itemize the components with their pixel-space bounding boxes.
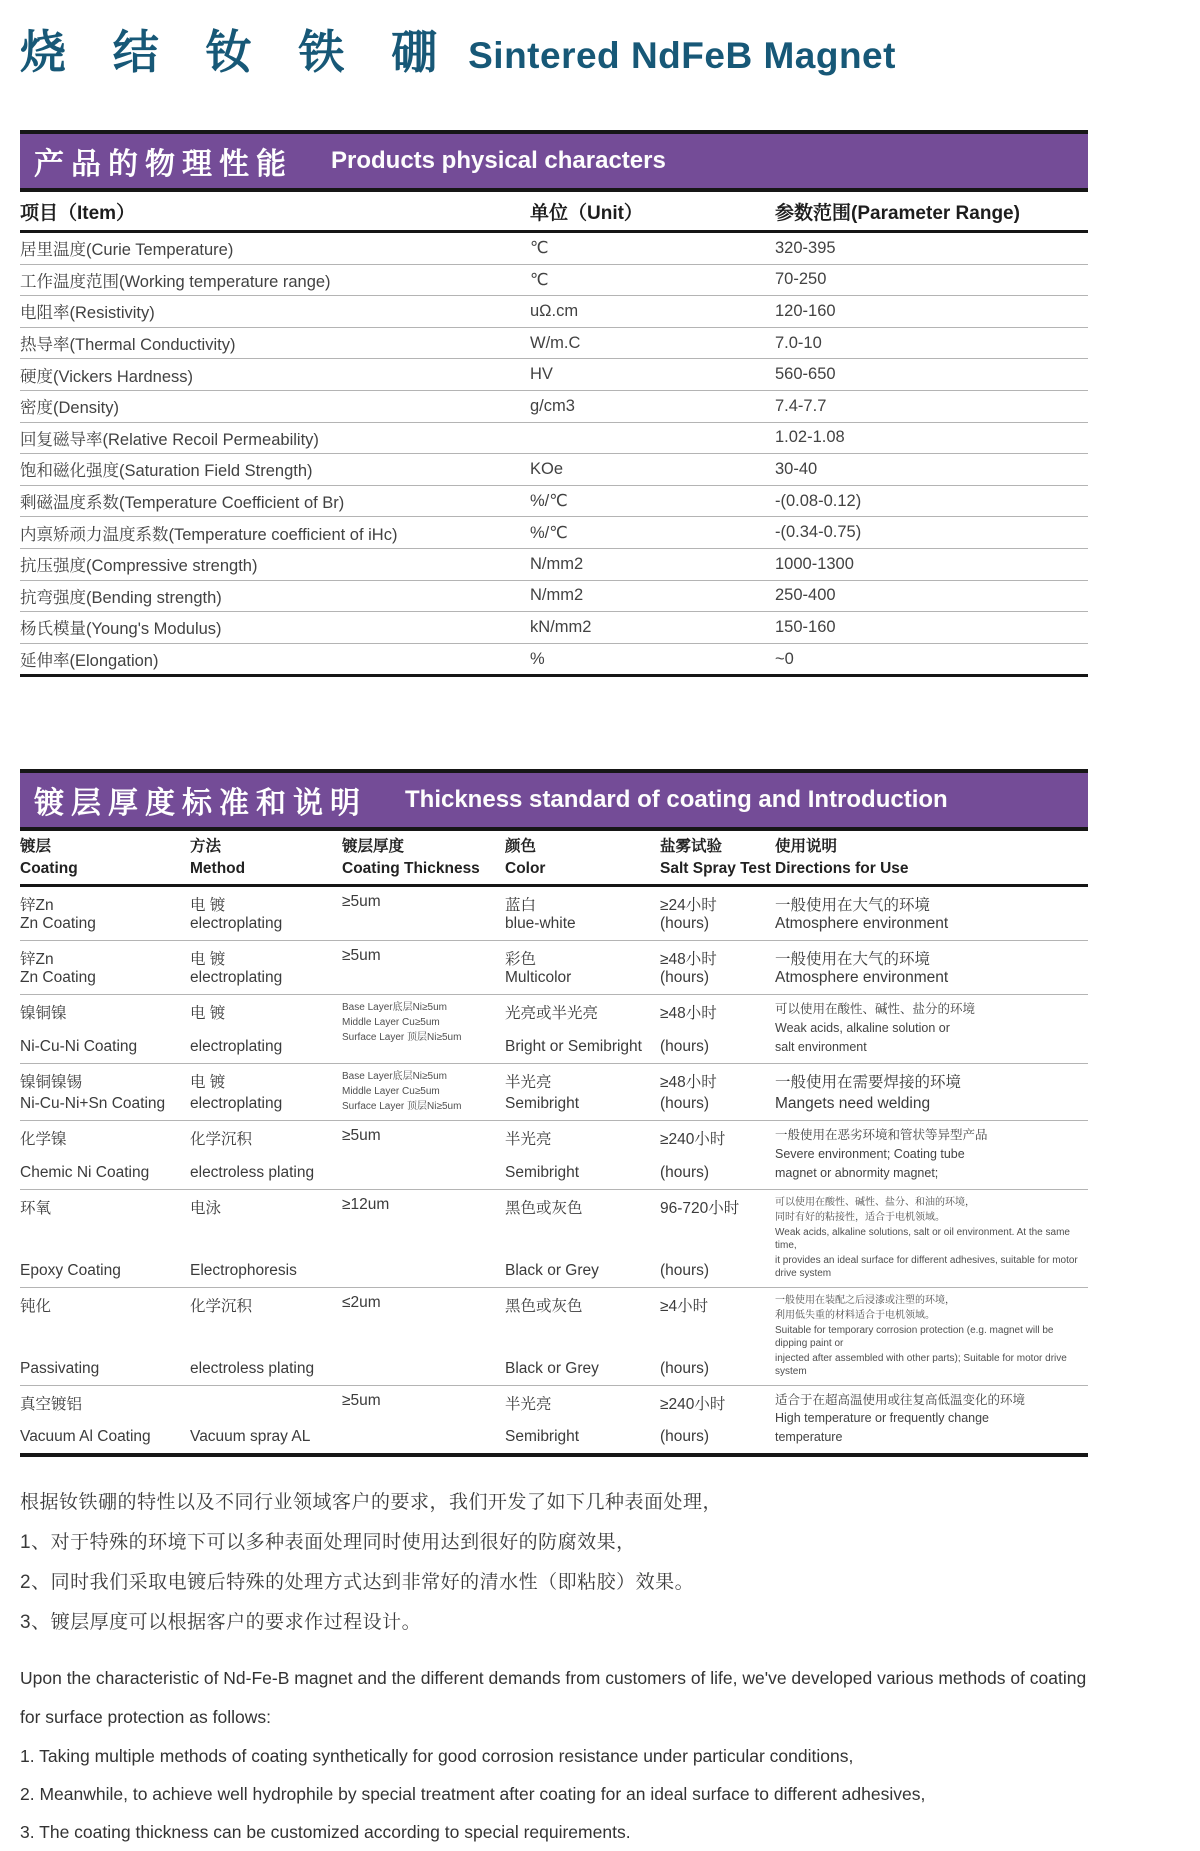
unit-cell: N/mm2 (530, 554, 584, 573)
unit-cell: % (530, 649, 545, 668)
item-cell: 杨氏模量(Young's Modulus) (20, 620, 222, 639)
thickness-layer-line: Middle Layer Cu≥5um (342, 1085, 440, 1097)
document-title (20, 0, 1200, 96)
directions-line: High temperature or frequently change (775, 1411, 990, 1426)
coating-cn: 锌Zn (20, 897, 54, 915)
range-cell: 250-400 (775, 586, 836, 605)
salt-spray-cell (660, 1392, 775, 1447)
coating-en: Chemic Ni Coating (20, 1163, 150, 1181)
table-row (20, 486, 1088, 518)
table-row (20, 887, 1088, 941)
header-method-cn: 方法 (190, 838, 222, 856)
header-color-en: Color (505, 860, 546, 878)
range-cell: 7.0-10 (775, 333, 822, 352)
section2-heading-en: Thickness standard of coating and Introduction (405, 786, 948, 814)
coating-en: Passivating (20, 1359, 100, 1377)
salt-cn: ≥48小时 (660, 1005, 717, 1023)
table-row (20, 517, 1088, 549)
color-en: Multicolor (505, 969, 572, 987)
table2-header-directions (775, 835, 1088, 880)
method-cell (190, 1070, 342, 1113)
thickness-value: ≥5um (342, 1126, 381, 1144)
thickness-layer-line: Surface Layer 顶层Ni≥5um (342, 1100, 462, 1112)
thickness-cell (342, 1392, 505, 1447)
table2-header-row (20, 831, 1088, 887)
notes-chinese (20, 1483, 1110, 1643)
salt-en: (hours) (660, 1359, 710, 1377)
method-en: electroless plating (190, 1163, 315, 1181)
directions-cell (775, 1001, 1088, 1056)
table-row (20, 581, 1088, 613)
item-cell: 工作温度范围(Working temperature range) (20, 272, 331, 291)
document-title-en: Sintered NdFeB Magnet (468, 35, 896, 76)
directions-cell (775, 1127, 1088, 1182)
directions-line: 一般使用在需要焊接的环境 (775, 1073, 962, 1091)
table1-header-row (20, 192, 1088, 233)
color-en: Semibright (505, 1094, 580, 1112)
method-en: electroplating (190, 915, 283, 933)
coating-cell (20, 893, 190, 933)
header-thickness-en: Coating Thickness (342, 860, 480, 878)
method-cn: 电 镀 (190, 897, 226, 915)
color-cn: 半光亮 (505, 1130, 552, 1148)
item-cell: 热导率(Thermal Conductivity) (20, 336, 236, 355)
table-row (20, 612, 1088, 644)
table-row (20, 549, 1088, 581)
table2-header-color (505, 835, 660, 880)
directions-line: Atmosphere environment (775, 969, 949, 987)
thickness-cell (342, 1294, 505, 1378)
salt-spray-cell (660, 1127, 775, 1182)
table-row (20, 359, 1088, 391)
method-en: electroplating (190, 1037, 283, 1055)
directions-line: Weak acids, alkaline solutions, salt or oil environment. At the same time, (775, 1226, 1070, 1251)
method-en: Vacuum spray AL (190, 1428, 311, 1446)
color-en: Black or Grey (505, 1261, 599, 1279)
directions-line: Mangets need welding (775, 1094, 931, 1112)
table-row (20, 233, 1088, 265)
coating-en: Ni-Cu-Ni+Sn Coating (20, 1094, 166, 1112)
color-cell (505, 1070, 660, 1113)
header-coating-cn: 镀层 (20, 838, 52, 856)
header-directions-en: Directions for Use (775, 860, 909, 878)
coating-en: Zn Coating (20, 969, 96, 987)
range-cell: 320-395 (775, 238, 836, 257)
item-cell: 回复磁导率(Relative Recoil Permeability) (20, 430, 319, 449)
table2-header-method (190, 835, 342, 880)
table-row (20, 1386, 1088, 1458)
coating-en: Ni-Cu-Ni Coating (20, 1037, 138, 1055)
unit-cell: N/mm2 (530, 586, 584, 605)
table1-header-item: 项目（Item） (20, 203, 136, 224)
salt-cn: ≥4小时 (660, 1297, 709, 1315)
coating-cn: 化学镍 (20, 1130, 67, 1148)
directions-line: Suitable for temporary corrosion protection (e.g. magnet will be dipping paint or (775, 1324, 1054, 1349)
color-cell (505, 1294, 660, 1378)
color-cell (505, 1196, 660, 1280)
thickness-layer-line: Surface Layer 顶层Ni≥5um (342, 1032, 462, 1044)
range-cell: 7.4-7.7 (775, 396, 827, 415)
table-row (20, 423, 1088, 455)
directions-cell (775, 1070, 1088, 1113)
directions-line: 一般使用在装配之后浸漆或注塑的环境， (775, 1294, 955, 1306)
coating-cn: 真空镀铝 (20, 1395, 83, 1413)
salt-spray-cell (660, 1196, 775, 1280)
thickness-layer-line: Middle Layer Cu≥5um (342, 1017, 440, 1029)
table2-header-thickness (342, 835, 505, 880)
directions-line: 同时有好的粘接性，适合于电机领域。 (775, 1211, 945, 1223)
coating-cn: 环氧 (20, 1199, 52, 1217)
salt-spray-cell (660, 893, 775, 933)
color-en: Bright or Semibright (505, 1037, 642, 1055)
thickness-value: ≥12um (342, 1195, 390, 1213)
thickness-value: ≥5um (342, 947, 381, 965)
coating-cn: 锌Zn (20, 951, 54, 969)
directions-line: 一般使用在大气的环境 (775, 951, 931, 969)
color-cell (505, 1127, 660, 1182)
method-cn: 化学沉积 (190, 1297, 253, 1315)
table-row (20, 644, 1088, 678)
color-cn: 光亮或半光亮 (505, 1005, 599, 1023)
header-salt-en: Salt Spray Test (660, 860, 771, 878)
color-cn: 黑色或灰色 (505, 1199, 583, 1217)
method-en: electroless plating (190, 1359, 315, 1377)
directions-line: 可以使用在酸性、碱性、盐分、和油的环境， (775, 1196, 975, 1208)
directions-cell (775, 1392, 1088, 1447)
header-method-en: Method (190, 860, 246, 878)
coating-en: Zn Coating (20, 915, 96, 933)
directions-line: injected after assembled with other parts); Suitable for motor drive system (775, 1352, 1067, 1377)
range-cell: 1.02-1.08 (775, 428, 845, 447)
color-cell (505, 1001, 660, 1056)
unit-cell: %/℃ (530, 492, 568, 511)
directions-cell (775, 947, 1088, 987)
range-cell: -(0.08-0.12) (775, 491, 862, 510)
thickness-cell (342, 1127, 505, 1182)
unit-cell: ℃ (530, 270, 549, 289)
thickness-layer-line: Base Layer底层Ni≥5um (342, 1002, 447, 1014)
note-line: 1. Taking multiple methods of coating synthetically for good corrosion resistance under particular conditions, (20, 1746, 854, 1767)
note-line: 3、镀层厚度可以根据客户的要求作过程设计。 (20, 1612, 422, 1634)
table-row (20, 1190, 1088, 1288)
coating-en: Vacuum Al Coating (20, 1428, 151, 1446)
section1-heading-en: Products physical characters (331, 147, 666, 174)
coating-cell (20, 1392, 190, 1447)
directions-line: temperature (775, 1430, 843, 1445)
thickness-value: ≥5um (342, 893, 381, 911)
coating-cell (20, 1127, 190, 1182)
method-en: Electrophoresis (190, 1261, 297, 1279)
unit-cell: HV (530, 365, 553, 384)
coating-cn: 镍铜镍锡 (20, 1073, 83, 1091)
method-en: electroplating (190, 969, 283, 987)
thickness-cell (342, 1070, 505, 1113)
salt-spray-cell (660, 1070, 775, 1113)
table-row (20, 265, 1088, 297)
unit-cell: W/m.C (530, 333, 581, 352)
thickness-cell (342, 1001, 505, 1056)
color-cn: 半光亮 (505, 1395, 552, 1413)
method-cn: 电泳 (190, 1199, 222, 1217)
method-cell (190, 1392, 342, 1447)
method-cn: 化学沉积 (190, 1130, 253, 1148)
note-line: 3. The coating thickness can be customized according to special requirements. (20, 1822, 631, 1843)
item-cell: 饱和磁化强度(Saturation Field Strength) (20, 462, 313, 481)
section2-heading-band (20, 769, 1088, 831)
document-title-cn: 烧 结 钕 铁 硼 (20, 26, 455, 78)
salt-cn: ≥24小时 (660, 897, 717, 915)
color-en: Semibright (505, 1428, 580, 1446)
item-cell: 剩磁温度系数(Temperature Coefficient of Br) (20, 494, 345, 513)
range-cell: 120-160 (775, 301, 836, 320)
salt-en: (hours) (660, 1037, 710, 1055)
method-cell (190, 947, 342, 987)
section2-heading-cn: 镀层厚度标准和说明 (34, 787, 367, 821)
directions-line: Severe environment; Coating tube (775, 1146, 965, 1161)
directions-line: 可以使用在酸性、碱性、盐分的环境 (775, 1002, 976, 1017)
thickness-cell (342, 1196, 505, 1280)
item-cell: 内禀矫顽力温度系数(Temperature coefficient of iHc) (20, 525, 398, 544)
salt-en: (hours) (660, 915, 710, 933)
directions-cell (775, 1196, 1088, 1280)
coating-cell (20, 1070, 190, 1113)
note-line: 2、同时我们采取电镀后特殊的处理方式达到非常好的清水性（即粘胶）效果。 (20, 1572, 695, 1594)
unit-cell: uΩ.cm (530, 301, 579, 320)
method-cn: 电 镀 (190, 951, 226, 969)
coating-cell (20, 947, 190, 987)
table-row (20, 391, 1088, 423)
table-row (20, 1288, 1088, 1386)
range-cell: -(0.34-0.75) (775, 523, 862, 542)
color-cn: 半光亮 (505, 1073, 552, 1091)
salt-cn: 96-720小时 (660, 1199, 740, 1217)
method-en: electroplating (190, 1094, 283, 1112)
header-color-cn: 颜色 (505, 838, 537, 856)
section1-heading-band (20, 130, 1088, 192)
color-en: blue-white (505, 915, 576, 933)
table-row (20, 941, 1088, 995)
table2-header-salt (660, 835, 775, 880)
thickness-cell (342, 893, 505, 933)
color-en: Semibright (505, 1163, 580, 1181)
directions-line: it provides an ideal surface for different adhesives, suitable for motor drive system (775, 1254, 1078, 1279)
thickness-value: ≥5um (342, 1391, 381, 1409)
item-cell: 硬度(Vickers Hardness) (20, 367, 193, 386)
method-cell (190, 893, 342, 933)
directions-cell (775, 1294, 1088, 1378)
salt-spray-cell (660, 947, 775, 987)
table-row (20, 1121, 1088, 1190)
color-cn: 蓝白 (505, 897, 537, 915)
salt-spray-cell (660, 1001, 775, 1056)
directions-line: salt environment (775, 1040, 867, 1054)
physical-characters-table (20, 192, 1088, 677)
table2-header-coating (20, 835, 190, 880)
unit-cell: kN/mm2 (530, 617, 592, 636)
coating-cn: 钝化 (20, 1297, 52, 1315)
table-row (20, 328, 1088, 360)
item-cell: 延伸率(Elongation) (20, 652, 159, 671)
color-cell (505, 893, 660, 933)
note-line: 根据钕铁硼的特性以及不同行业领域客户的要求，我们开发了如下几种表面处理， (20, 1492, 723, 1514)
directions-line: 一般使用在恶劣环境和管状等异型产品 (775, 1127, 988, 1142)
item-cell: 电阻率(Resistivity) (20, 304, 155, 323)
salt-cn: ≥48小时 (660, 1073, 717, 1091)
salt-en: (hours) (660, 1428, 710, 1446)
table1-header-range: 参数范围(Parameter Range) (775, 203, 1020, 224)
header-coating-en: Coating (20, 860, 78, 878)
table-row (20, 995, 1088, 1064)
header-directions-cn: 使用说明 (775, 838, 838, 856)
directions-line: magnet or abnormity magnet; (775, 1165, 939, 1180)
color-cn: 彩色 (505, 951, 537, 969)
directions-line: 适合于在超高温使用或往复高低温变化的环境 (775, 1392, 1026, 1407)
salt-cn: ≥240小时 (660, 1130, 726, 1148)
color-cell (505, 1392, 660, 1447)
directions-line: Weak acids, alkaline solution or (775, 1021, 950, 1036)
thickness-layer-line: Base Layer底层Ni≥5um (342, 1070, 447, 1082)
table-row (20, 454, 1088, 486)
coating-cn: 镍铜镍 (20, 1005, 67, 1023)
coating-en: Epoxy Coating (20, 1261, 121, 1279)
notes-english (20, 1659, 1098, 1851)
header-salt-cn: 盐雾试验 (660, 838, 723, 856)
range-cell: ~0 (775, 649, 794, 668)
salt-cn: ≥48小时 (660, 951, 717, 969)
method-cn: 电 镀 (190, 1073, 226, 1091)
range-cell: 560-650 (775, 365, 836, 384)
directions-cell (775, 893, 1088, 933)
salt-spray-cell (660, 1294, 775, 1378)
table1-header-unit: 单位（Unit） (530, 203, 643, 224)
section1-heading-cn: 产品的物理性能 (34, 148, 293, 181)
directions-line: 一般使用在大气的环境 (775, 897, 931, 915)
method-cell (190, 1294, 342, 1378)
table-row (20, 1064, 1088, 1121)
method-cell (190, 1001, 342, 1056)
coating-cell (20, 1294, 190, 1378)
coating-cell (20, 1196, 190, 1280)
salt-en: (hours) (660, 969, 710, 987)
note-line: 2. Meanwhile, to achieve well hydrophile by special treatment after coating for an ideal surface to different adhesives, (20, 1784, 926, 1805)
thickness-cell (342, 947, 505, 987)
table-row (20, 296, 1088, 328)
item-cell: 密度(Density) (20, 399, 120, 418)
salt-en: (hours) (660, 1163, 710, 1181)
item-cell: 抗压强度(Compressive strength) (20, 557, 258, 576)
unit-cell: g/cm3 (530, 396, 575, 415)
range-cell: 1000-1300 (775, 554, 854, 573)
coating-cell (20, 1001, 190, 1056)
salt-cn: ≥240小时 (660, 1395, 726, 1413)
note-intro: Upon the characteristic of Nd-Fe-B magnet and the different demands from customers of life, we've developed various methods of coating for surface protection as follows: (20, 1668, 1087, 1728)
salt-en: (hours) (660, 1094, 710, 1112)
item-cell: 抗弯强度(Bending strength) (20, 588, 222, 607)
unit-cell: KOe (530, 459, 564, 478)
method-cell (190, 1127, 342, 1182)
coating-table (20, 831, 1088, 1457)
color-cn: 黑色或灰色 (505, 1297, 583, 1315)
method-cn: 电 镀 (190, 1005, 226, 1023)
unit-cell: ℃ (530, 239, 549, 258)
item-cell: 居里温度(Curie Temperature) (20, 241, 234, 260)
color-cell (505, 947, 660, 987)
range-cell: 30-40 (775, 459, 818, 478)
range-cell: 150-160 (775, 617, 836, 636)
color-en: Black or Grey (505, 1359, 599, 1377)
unit-cell: %/℃ (530, 523, 568, 542)
directions-line: Atmosphere environment (775, 915, 949, 933)
thickness-value: ≤2um (342, 1293, 381, 1311)
salt-en: (hours) (660, 1261, 710, 1279)
range-cell: 70-250 (775, 270, 827, 289)
directions-line: 利用低失重的材料适合于电机领域。 (775, 1309, 935, 1321)
header-thickness-cn: 镀层厚度 (342, 838, 405, 856)
note-line: 1、对于特殊的环境下可以多种表面处理同时使用达到很好的防腐效果， (20, 1532, 636, 1554)
method-cell (190, 1196, 342, 1280)
